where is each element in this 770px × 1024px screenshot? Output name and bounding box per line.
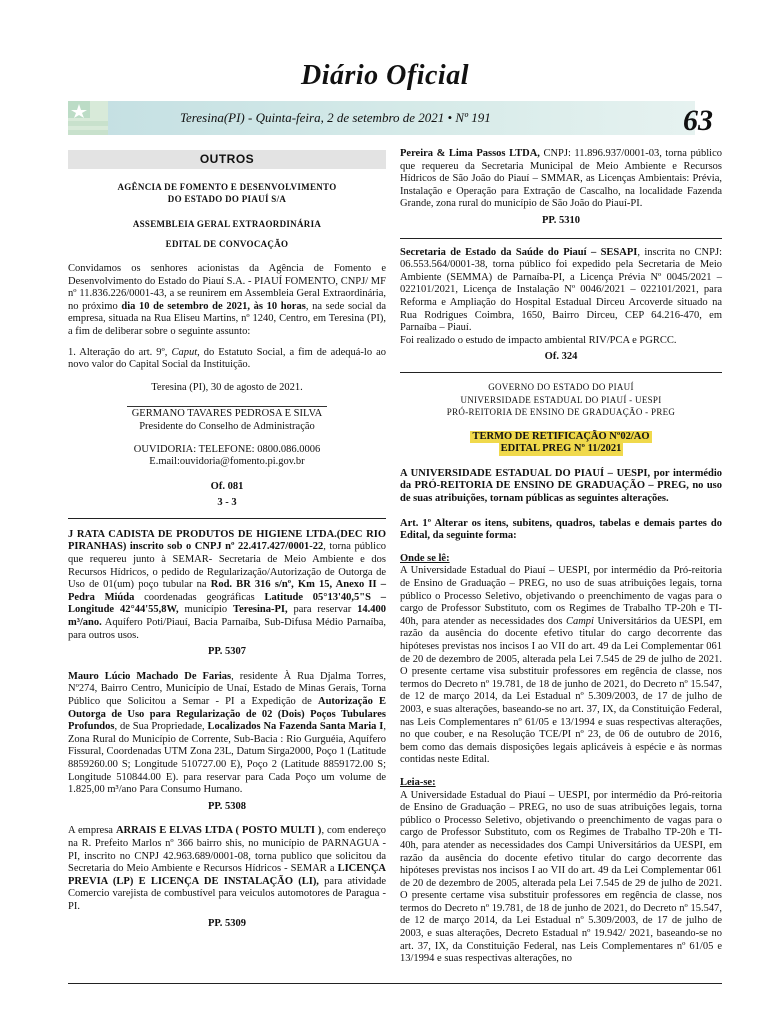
- onde-se-le-text: A Universidade Estadual do Piauí – UESPI, por intermédio da Pró-reitoria de Ensino de Graduação – PREG, no uso de suas atribuições legais, torna público o Processo Seletivo, objetivando o preenchimento de vagas para o cargo de Professor Substituto, com os Regimes de Trabalho TP-20h e TI-40h, para atender as necessidades dos Campi Universitários da UESPI, em razão da ausência do docente efetivo titular do cargo decorrente das hipóteses previstas nos incisos I ao VII do art. 49 da Lei Complementar 061 de 20 de dezembro de 2005, alterada pela Lei 7.545 de 29 de julho de 2021. O presente certame visa substituir professores em regência de classe, nos termos do Decreto nº 19.781, de 18 de junho de 2021, do Decreto nº 15.547, de 12 de março 2014, da Lei Estadual nº 5.309/2003, de 17 de julho de 2003, e suas alterações, baseando-se no art. 37, IX, da Constituição Federal, nas Leis Complementares nº 61/05 e 13/1994 e suas respectivas alterações, no que couber, e na Resolução TCE/PI nº 23, de 06 de outubro de 2016, bem como das demais disposições legais aplicáveis à espécie e às normas contidas neste Edital.: [400, 565, 722, 766]
- convocation-paragraph: Convidamos os senhores acionistas da Agência de Fomento e Desenvolvimento do Estado do Piauí S.A. - PIAUÍ FOMENTO, CNPJ/ MF nº 11.836.226/0001-43, a se reunirem em Assembleia Geral Extraordinária, no próximo dia 10 de setembro de 2021, às 10 horas, na sede social da empresa, situada na Rua Eliseu Martins, nº 1240, Centro, em Teresina (PI), a fim de deliberar sobre o seguinte assunto:: [68, 262, 386, 337]
- agency-name-line1: AGÊNCIA DE FOMENTO E DESENVOLVIMENTO: [117, 181, 337, 192]
- article-1: Art. 1º Alterar os itens, subitens, quadros, tabelas e demais partes do Edital, da seguinte forma:: [400, 517, 722, 542]
- signer-name: GERMANO TAVARES PEDROSA E SILVA: [131, 408, 323, 420]
- termo-title-line2: EDITAL PREG Nº 11/2021: [500, 443, 622, 455]
- office-number-324: Of. 324: [544, 351, 578, 363]
- gov-header-line1: GOVERNO DO ESTADO DO PIAUÍ: [488, 381, 634, 392]
- right-column: [400, 148, 722, 966]
- ouvidoria-phone: OUVIDORIA: TELEFONE: 0800.086.0006: [133, 443, 321, 455]
- agency-name-line2: DO ESTADO DO PIAUÍ S/A: [167, 194, 287, 205]
- gov-header-line2: UNIVERSIDADE ESTADUAL DO PIAUÍ - UESPI: [460, 394, 662, 405]
- notice-sesapi: Secretaria de Estado da Saúde do Piauí – SESAPI, inscrita no CNPJ: 06.553.564/0001-38, torna público foi expedido pela Secretaria de Meio Ambiente (SEMMA) de Parnaíba-PI, a Licença Prévia Nº 0045/2021 – 022101/2021, Licença de Instalação Nº 0046/2021 – 022101/2021, para Reforma e Ampliação do Hospital Estadual Dirceu Arcoverde situado na Rua Rodrigues Coimbra, 1650, Bairro Dirceu, CEP 64.216-470, em Parnaíba – Piauí.: [400, 246, 722, 334]
- notice-arrais: A empresa ARRAIS E ELVAS LTDA ( POSTO MULTI ), com endereço na R. Prefeito Marlos nº 366 bairro shis, no município de PARNAGUA - PI, inscrito no CNPJ 42.963.689/0001-08, torna publico que solicitou da Secretaria do Meio Ambiente e Recursos Hídricos - SEMAR a LICENÇA PREVIA (LP) E LICENÇA DE INSTALAÇÃO (LI), para atividade Comercio varejista de combustível para veiculos automotores de Paragua - PI.: [68, 825, 386, 912]
- onde-se-le-label: Onde se lê:: [400, 552, 450, 564]
- section-tag-outros: OUTROS: [68, 150, 386, 169]
- gov-header-line3: PRÓ-REITORIA DE ENSINO DE GRADUAÇÃO - PREG: [446, 407, 676, 418]
- agenda-item: 1. Alteração do art. 9º, Caput, do Estatuto Social, a fim de adequá-lo ao novo valor do Capital Social da Instituição.: [68, 346, 386, 371]
- pp-5308: PP. 5308: [207, 800, 247, 812]
- footer-rule: [68, 983, 722, 984]
- place-date: Teresina (PI), 30 de agosto de 2021.: [151, 381, 303, 393]
- edital-heading: EDITAL DE CONVOCAÇÃO: [165, 239, 289, 250]
- leia-se-label: Leia-se:: [400, 776, 436, 788]
- pp-5310: PP. 5310: [541, 214, 581, 226]
- left-column: [68, 148, 386, 930]
- notice-pereira: Pereira & Lima Passos LTDA, CNPJ: 11.896.937/0001-03, torna público que requereu da Secretaria Municipal de Meio Ambiente e Recursos Hídricos de São João do Piauí – SMMAR, as Licenças Ambientais: Prévia, Instalação e Operação para Extração de Cascalho, na localidade Fazenda Grande, zona rural do município de São João do Piauí-PI.: [400, 148, 722, 210]
- pp-5309: PP. 5309: [207, 917, 247, 929]
- pp-5307: PP. 5307: [207, 646, 247, 658]
- assembly-heading: ASSEMBLEIA GERAL EXTRAORDINÁRIA: [132, 218, 322, 229]
- termo-intro: A UNIVERSIDADE ESTADUAL DO PIAUÍ – UESPI, por intermédio da PRÓ-REITORIA DE ENSINO DE GRADUAÇÃO – PREG, no uso de suas atribuições, tornam públicas as seguintes alterações.: [400, 467, 723, 505]
- leia-se-text: A Universidade Estadual do Piauí – UESPI, por intermédio da Pró-reitoria de Ensino de Graduação – PREG, no uso de suas atribuições legais, torna público o Processo Seletivo, objetivando o preenchimento de vagas para o cargo de Professor Substituto, com os Regimes de Trabalho TP-20h e TI-40h, para atender as necessidades dos Campi Universitários da UESPI, em razão da ausência do docente efetivo titular do cargo decorrente das hipóteses previstas nos incisos I ao VII do art. 49 da Lei Complementar 061 de 20 de dezembro de 2005, alterada pela Lei 7.545 de 29 de julho de 2021. O presente certame visa substituir professores em regência de classe, nos termos do Decreto nº 19.781, de 18 de junho de 2021, do Decreto nº 15.547, de 12 de março 2014, da Lei Estadual nº 5.309/2003, de 17 de julho de 2003, e suas alterações, Decreto Estadual nº 19.942/ 2021, baseando-se no art. 37, IX, da Constituição Federal, nas Leis Complementares nº 61/05 e 13/1994 e suas respectivas alterações, no: [400, 789, 722, 965]
- dateline: Teresina(PI) - Quinta-feira, 2 de setembro de 2021 • Nº 191: [180, 110, 491, 125]
- ouvidoria-email: E.mail:ouvidoria@fomento.pi.gov.br: [149, 456, 305, 468]
- notice-mauro: Mauro Lúcio Machado De Farias, residente À Rua Djalma Torres, Nº274, Bairro Centro, Município de Unaí, Estado de Minas Gerais, Torna Público que Solicitou a Semar - PI a Expedição de Autorização E Outorga de Uso para Regularização de 02 (Dois) Poços Tubulares Profundos, de Sua Propriedade, Localizados Na Fazenda Santa Maria I, Zona Rural do Município de Corrente, Sub-Bacia : Rio Gurguéia, Aquífero Fissural, Coordenadas UTM Zona 23L, Datum Sirga2000, Poço 1 (Latitude 8859260.00 S; Longitude 510727.00 E), Poço 2 (Latitude 8859172.00 S; Longitude 510844.00 E). para reservar para Cada Poço um volume de 1.825,00 m³/ano Para Consumo Humano.: [68, 670, 387, 796]
- office-number-081: Of. 081: [210, 480, 244, 492]
- notice-jrata: J RATA CADISTA DE PRODUTOS DE HIGIENE LTDA.(DEC RIO PIRANHAS) inscrito sob o CNPJ nº 22.417.427/0001-22, torna público que requereu junto à SEMAR- Secretaria de Meio Ambiente e dos Recursos Hídricos, o pedido de Regularização/Autorização de Outorga de Uso de 01(um) poço tubular na Rod. BR 316 s/nº, Km 15, Anexo II – Pedra Miúda coordenadas geográficas Latitude 05°13'40,5"S – Longitude 42°44'55,8W, município Teresina-PI, para reservar 14.400 m³/ano. Aquífero Poti/Piauí, Bacia Parnaíba, Sub-Difusa Médio Parnaíba, para outros usos.: [68, 528, 387, 641]
- notice-sesapi-study: Foi realizado o estudo de impacto ambiental RIV/PCA e PGRCC.: [400, 334, 677, 346]
- piaui-flag-icon: [68, 101, 108, 135]
- termo-title-line1: TERMO DE RETIFICAÇÃO Nº02/AO: [472, 430, 650, 442]
- newspaper-title: Diário Oficial: [301, 60, 469, 91]
- page-number: 63: [683, 104, 713, 137]
- page-ref-3-3: 3 - 3: [217, 497, 237, 509]
- signer-role: Presidente do Conselho de Administração: [139, 420, 315, 432]
